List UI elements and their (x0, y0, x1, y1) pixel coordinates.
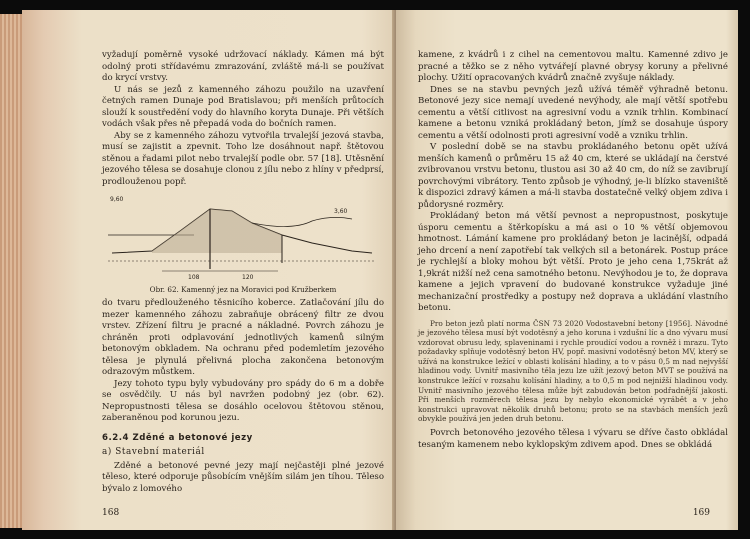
right-small-print: Pro beton jezů platí norma ČSN 73 2020 Vodostavební betony [1956]. Návodné je jezového tělesa musí být vodotěsný a jeho koruna i vzdušní líc a dno vývaru musí vzdorovat obrusu ledy, splaveninami i rychle proudící vodou a rovněž i mrazu. Tyto požadavky splňuje vodotěsný beton HV, popř. masivní vodotěsný beton MV, který se užívá na konstrukce ležící v oblasti kolísání hladiny, a to v pásu 0,5 m nad nejvyšší hladinou vody. Uvnitř masivního těla jezu lze užít jezový beton MVT se používá na konstrukce ležící v rozsahu kolísání hladiny, a to 0,5 m pod nejnižší hladinou vody. Uvnitř masivního jezového tělesa může být zabudován beton podřadnější jakosti. Při menších rozměrech tělesa jezu by nebylo ekonomické vyrábět a v jeho konstrukci upravovat několik druhů betonu; proto se na stavbách menších jezů obvykle používá jen jeden druh betonu. (418, 318, 728, 424)
left-paragraph-5: Jezy tohoto typu byly vybudovány pro spády do 6 m a dobře se osvědčily. U nás byl navržen podobný jez (obr. 62). Nepropustnosti tělesa se dosáhlo ocelovou štětovou stěnou, zaberaněnou pod korunou jezu. (102, 378, 384, 423)
right-paragraph-2: Dnes se na stavbu pevných jezů užívá téměř výhradně betonu. Betonové jezy sice nemají uvedené nevýhody, ale mají větší spotřebu cementu a větší citlivost na agresivní vodu a vznik trhlin. Kombinací kamene a betonu vzniká prokládaný beton, jímž se dosahuje úspory cementu a větší odolnosti proti agresivní vodě a vzniku trhlin. (418, 84, 728, 141)
figure-label-level-right: 3,60 (334, 208, 348, 215)
right-paragraph-1: kamene, z kvádrů i z cihel na cementovou maltu. Kamenné zdivo je pracné a těžko se z něho vytvářejí plavné obrysy koruny a přelivné plochy. Užití opracovaných kvádrů značně zvyšuje náklady. (418, 50, 728, 83)
figure-label-dim-2: 120 (242, 274, 254, 281)
right-page (396, 10, 738, 530)
subsection-heading: a) Stavební materiál (102, 446, 205, 457)
right-page-number: 169 (692, 508, 710, 518)
section-heading: 6.2.4 Zděné a betonové jezy (102, 432, 253, 443)
left-paragraph-2: U nás se jezů z kamenného záhozu použilo na uzavření četných ramen Dunaje pod Bratislavou; při menších průtocích slouží k soustředění vody do hlavního koryta Dunaje. Při větších vodách však přes ně přepadá voda do bočních ramen. (102, 84, 384, 129)
left-page-number: 168 (102, 508, 120, 518)
right-paragraph-4: Prokládaný beton má větší pevnost a nepropustnost, poskytuje úsporu cementu a štěrkopísku a má asi o 10 % větší objemovou hmotnost. Lámání kamene pro prokládaný beton je lacinější, odpadá jeho drcení a není zapotřebí tak velkých sil a betonárek. Postup práce je rychlejší a bloky mohou být větší. Proto je jeho cena 1,75krát až 1,9krát nižší než cena samotného betonu. Nevýhodou je to, že doprava kamene a jejich vpravení do budované konstrukce vyžaduje jiné mechanizační prostředky a postupy než doprava a ukládání vlastního betonu. (418, 211, 728, 313)
left-paragraph-1: vyžadují poměrně vysoké udržovací náklady. Kámen má být odolný proti střídavému zmrazování, zvláště má-li se používat do krycí vrstvy. (102, 50, 384, 83)
left-paragraph-6: Zděné a betonové pevné jezy mají nejčastěji plné jezové těleso, které odporuje působícím vnějším silám jen tíhou. Těleso bývalo z lomového (102, 460, 384, 494)
right-paragraph-3: V poslední době se na stavbu prokládaného betonu opět užívá menších kamenů o průměru 15 až 40 cm, které se ukládají na čerstvé zvibrovanou vrstvu betonu, tlustou asi 30 až 40 cm, do níž se zavibrují povrchovými vibrátory. Tento způsob je výhodný, je-li blízko staveniště k dispozici zdravý kámen a má-li stavba dostatečně velký objem zdiva i půdorysné rozměry. (418, 142, 728, 210)
left-paragraph-4: do tvaru předlouženého těsnicího koberce. Zatlačování jílu do mezer kamenného záhozu zabraňuje obrácený filtr ze dvou vrstev. Zřízení filtru je pracné a nákladné. Povrch záhozu je chráněn proti odplavování jednotlivých kamenů silným betonovým obkladem. Na ochranu před podemletím jezového tělesa je plynulá přelivná plocha zakončena betonovým odrazovým můstkem. (102, 298, 384, 377)
left-paragraph-3: Aby se z kamenného záhozu vytvořila trvalejší jezová stavba, musí se zajistit a zpevnit. Toho lze dosáhnout např. štětovou stěnou a řadami pilot nebo trvalejší podle obr. 57 [18]. Utěsnění jezového tělesa se dosahuje clonou z jílu nebo z hlíny v předprsí, prodlouženou popř. (102, 130, 384, 187)
figure-caption: Obr. 62. Kamenný jez na Moravici pod Kružberkem (149, 285, 337, 294)
right-paragraph-5: Povrch betonového jezového tělesa i vývaru se dříve často obkládal tesaným kamenem nebo kyklopským zdivem apod. Dnes se obkládá (418, 428, 728, 450)
weir-cross-section-figure (102, 191, 382, 283)
figure-label-dim-1: 108 (188, 274, 200, 281)
left-page (22, 10, 402, 530)
figure-label-level-left: 9,60 (110, 196, 124, 203)
